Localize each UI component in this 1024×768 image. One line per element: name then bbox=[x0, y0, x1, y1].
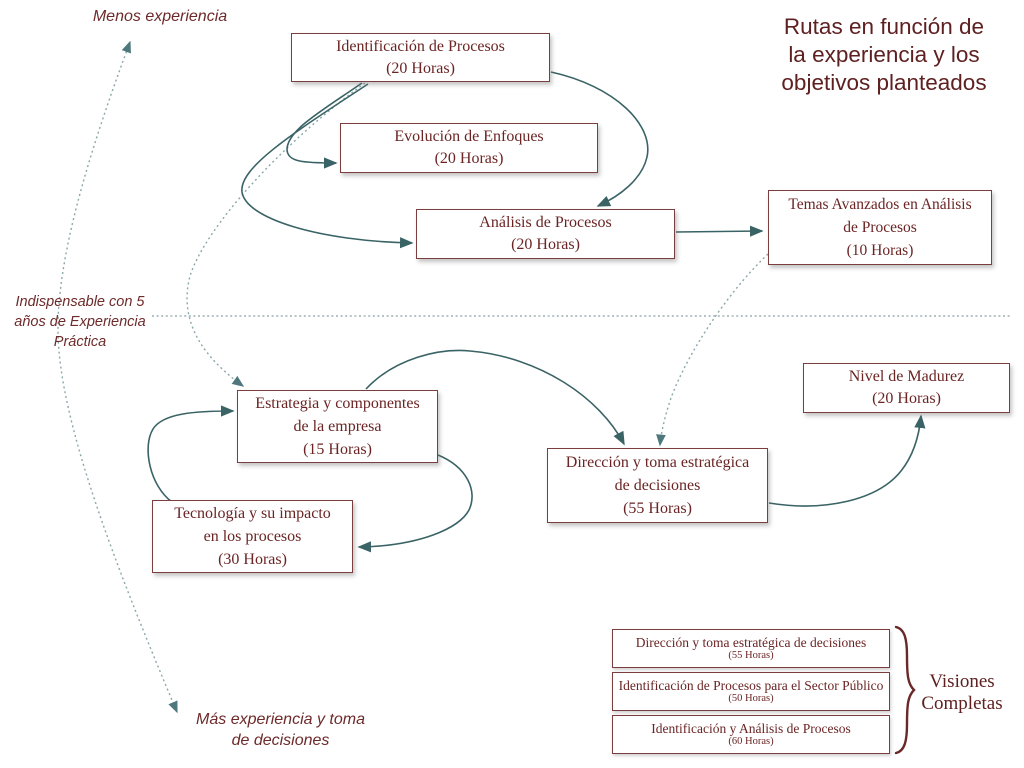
visiones-completas-label bbox=[916, 671, 1008, 715]
arrow-analisis-to-temas bbox=[676, 231, 762, 232]
summary-hours: (50 Horas) bbox=[728, 693, 774, 704]
summary-title: Dirección y toma estratégica de decisiones bbox=[635, 635, 867, 650]
axis-label-indispensable bbox=[8, 292, 152, 352]
node-hours: (20 Horas) bbox=[386, 59, 455, 77]
arrow-estrategia-to-tecnologia bbox=[359, 455, 472, 547]
page-title-line: la experiencia y los bbox=[788, 42, 980, 67]
axis-label-line: Más experiencia y toma bbox=[196, 711, 365, 728]
node-estrategia-y-componentes bbox=[237, 390, 438, 463]
summary-title: Identificación de Procesos para el Sector Público bbox=[618, 678, 884, 693]
page-title-line: Rutas en función de bbox=[783, 14, 985, 39]
arrow-identificacion-to-estrategia-dotted bbox=[187, 83, 365, 386]
arrow-temas-to-direccion-dotted bbox=[660, 254, 768, 445]
node-direccion-y-toma-estrategica bbox=[547, 448, 768, 523]
axis-label-line: años de Experiencia bbox=[14, 314, 146, 330]
node-hours: (20 Horas) bbox=[434, 150, 504, 167]
node-title: Estrategia y componentes bbox=[255, 395, 420, 412]
node-identificacion-de-procesos bbox=[291, 33, 550, 82]
summary-hours: (55 Horas) bbox=[728, 650, 774, 661]
node-title: de decisiones bbox=[614, 477, 701, 494]
node-temas-avanzados bbox=[768, 190, 992, 265]
page-title bbox=[758, 13, 1010, 97]
axis-label-line: Práctica bbox=[53, 334, 107, 350]
node-title: Análisis de Procesos bbox=[479, 214, 612, 231]
axis-label-mas-experiencia bbox=[183, 709, 378, 751]
page-title-line: objetivos planteados bbox=[781, 70, 987, 95]
summary-box-sector-publico bbox=[612, 672, 890, 711]
node-hours: (20 Horas) bbox=[511, 236, 580, 253]
summary-box-direccion bbox=[612, 629, 890, 668]
node-hours: (20 Horas) bbox=[872, 390, 941, 407]
node-title: de la empresa bbox=[293, 418, 382, 435]
node-hours: (15 Horas) bbox=[303, 441, 372, 458]
node-title: Identificación de Procesos bbox=[336, 37, 505, 55]
node-title: Evolución de Enfoques bbox=[394, 128, 544, 145]
axis-label-menos-experiencia: Menos experiencia bbox=[92, 8, 228, 25]
arrow-direccion-to-nivel bbox=[769, 416, 921, 506]
node-hours: (30 Horas) bbox=[218, 551, 287, 568]
visiones-label-line: Completas bbox=[921, 693, 1003, 714]
node-title: Dirección y toma estratégica bbox=[565, 454, 750, 471]
node-nivel-de-madurez bbox=[803, 363, 1010, 413]
node-title: de Procesos bbox=[843, 219, 917, 236]
node-analisis-de-procesos bbox=[416, 209, 675, 259]
node-hours: (10 Horas) bbox=[846, 242, 914, 259]
summary-box-identificacion-analisis bbox=[612, 715, 890, 754]
node-tecnologia-y-su-impacto bbox=[152, 500, 353, 573]
axis-label-line: Indispensable con 5 bbox=[15, 294, 145, 310]
visiones-completas-stack bbox=[612, 629, 890, 754]
node-title: Tecnología y su impacto bbox=[174, 505, 331, 522]
node-title: Temas Avanzados en Análisis bbox=[788, 196, 972, 213]
axis-label-line: de decisiones bbox=[231, 732, 330, 749]
summary-hours: (60 Horas) bbox=[728, 736, 774, 747]
node-evolucion-de-enfoques bbox=[340, 123, 598, 173]
node-title: en los procesos bbox=[203, 528, 302, 545]
node-title: Nivel de Madurez bbox=[848, 368, 965, 385]
visiones-label-line: Visiones bbox=[929, 671, 995, 692]
arrow-tecnologia-to-estrategia bbox=[148, 411, 233, 502]
visiones-completas-brace bbox=[896, 627, 914, 753]
experience-axis-dotted-arrow bbox=[58, 42, 177, 712]
summary-title: Identificación y Análisis de Procesos bbox=[651, 721, 851, 736]
node-hours: (55 Horas) bbox=[623, 500, 692, 517]
